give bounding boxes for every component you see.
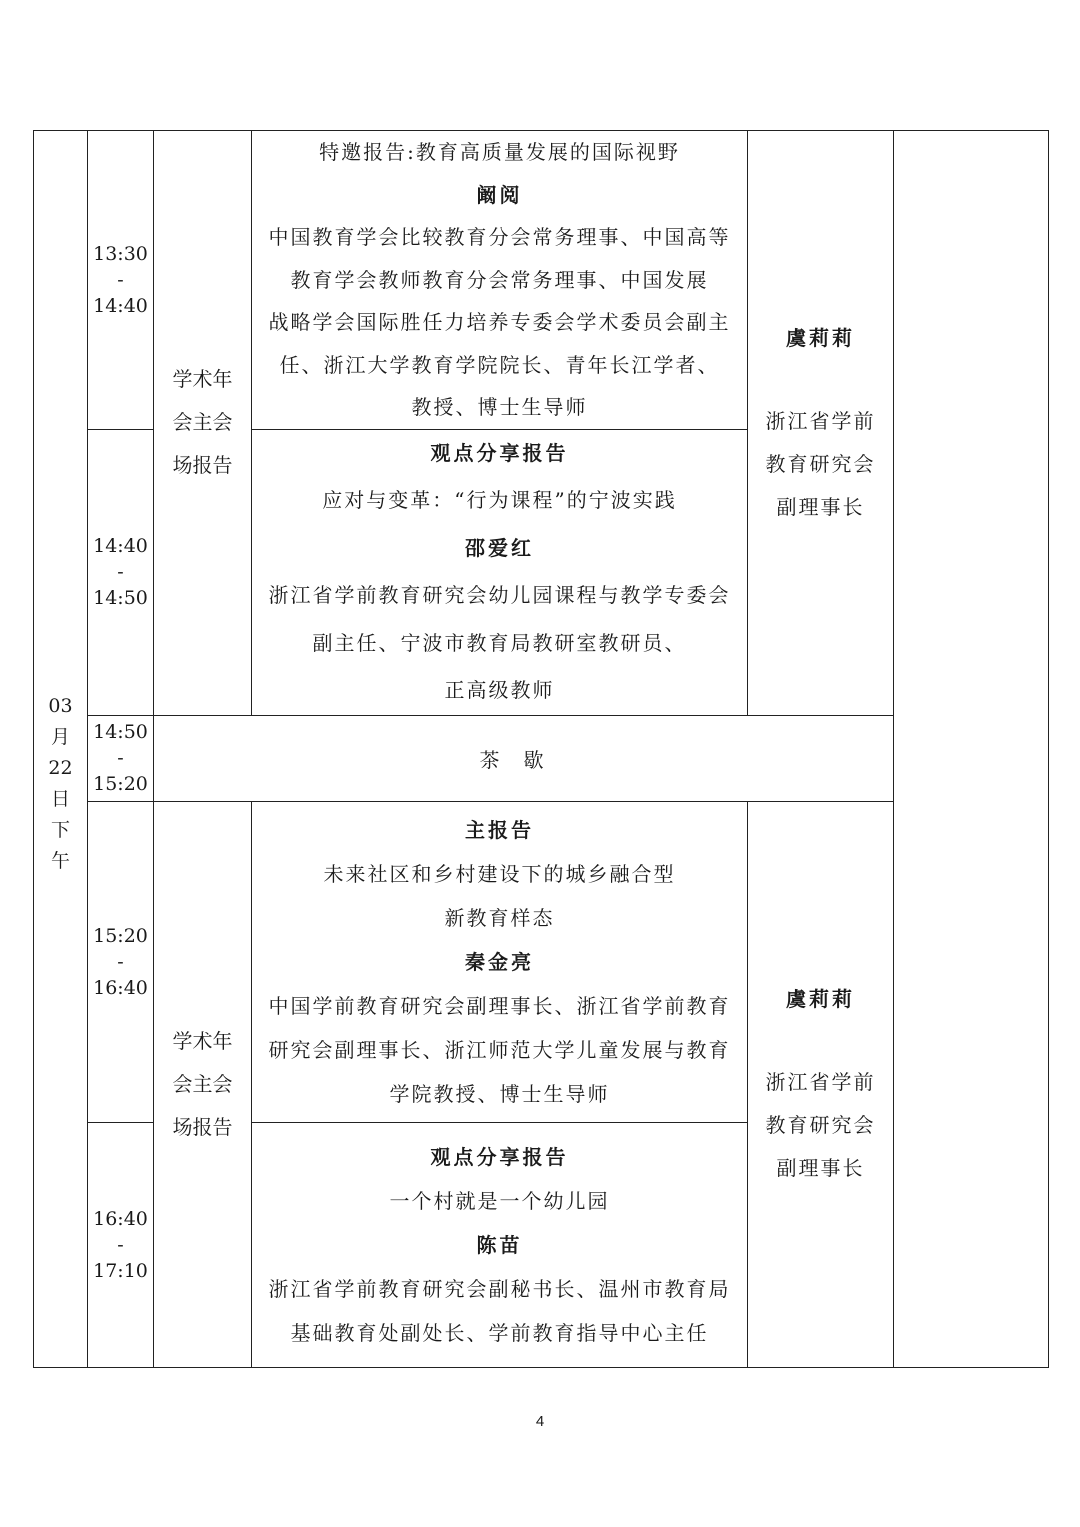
speaker-bio-line: 教授、博士生导师 (411, 395, 588, 419)
time-end: 14:50 (93, 587, 148, 609)
time-cell (88, 715, 154, 801)
venue-line: 场报告 (172, 1114, 233, 1139)
date-char: 03 (48, 694, 73, 717)
report-title: 观点分享报告 (430, 1144, 569, 1169)
date-char: 月 (50, 725, 70, 748)
venue-line: 会主会 (172, 1071, 233, 1096)
report-subtitle: 一个村就是一个幼儿园 (389, 1188, 610, 1213)
time-start: 16:40 (93, 1207, 148, 1230)
time-dash: - (117, 561, 124, 583)
empty-cell (894, 131, 1049, 1368)
date-char: 22 (48, 756, 73, 779)
host-cell (748, 131, 894, 716)
report-title: 观点分享报告 (430, 440, 569, 465)
host-name: 虞莉莉 (786, 325, 855, 350)
report-content (252, 429, 748, 715)
speaker-bio-line: 任、浙江大学教育学院院长、青年长江学者、 (279, 352, 720, 377)
host-title-line: 副理事长 (776, 494, 865, 519)
time-start: 13:30 (93, 242, 148, 265)
speaker-name: 陈苗 (476, 1232, 523, 1257)
report-content (252, 1122, 748, 1367)
schedule-table (33, 130, 1049, 1368)
speaker-bio-line: 教育学会教师教育分会常务理事、中国发展 (290, 267, 709, 292)
speaker-bio-line: 浙江省学前教育研究会幼儿园课程与教学专委会 (268, 583, 731, 607)
report-subtitle: 未来社区和乡村建设下的城乡融合型 (323, 861, 676, 886)
time-dash: - (117, 950, 124, 973)
venue-line: 场报告 (172, 453, 233, 478)
report-subtitle: 应对与变革：“行为课程”的宁波实践 (322, 488, 677, 512)
host-title-line: 教育研究会 (765, 1113, 876, 1137)
time-start: 14:40 (93, 535, 148, 557)
date-cell (34, 131, 88, 1368)
report-content (252, 801, 748, 1122)
speaker-bio-line: 浙江省学前教育研究会副秘书长、温州市教育局 (268, 1276, 731, 1301)
time-end: 16:40 (93, 976, 148, 999)
session-row (34, 131, 1049, 430)
time-dash: - (117, 747, 124, 769)
speaker-bio-line: 副主任、宁波市教育局教研室教研员、 (312, 630, 687, 655)
date-char: 午 (50, 849, 70, 872)
report-subtitle: 新教育样态 (444, 905, 555, 930)
speaker-bio-line: 中国学前教育研究会副理事长、浙江省学前教育 (268, 993, 731, 1018)
time-end: 15:20 (93, 773, 148, 795)
date-char: 日 (50, 787, 70, 810)
time-cell (88, 801, 154, 1122)
speaker-bio-line: 正高级教师 (444, 678, 555, 702)
host-title-line: 浙江省学前 (765, 408, 876, 433)
time-end: 17:10 (93, 1259, 148, 1282)
time-cell (88, 131, 154, 430)
time-dash: - (117, 1233, 124, 1256)
speaker-bio-line: 基础教育处副处长、学前教育指导中心主任 (290, 1320, 709, 1345)
speaker-bio-line: 学院教授、博士生导师 (389, 1081, 610, 1106)
page-number: 4 (535, 1413, 545, 1430)
speaker-bio-line: 中国教育学会比较教育分会常务理事、中国高等 (268, 225, 731, 249)
tea-break-label: 茶歇 (479, 747, 568, 772)
date-char: 下 (50, 818, 70, 841)
speaker-bio-line: 战略学会国际胜任力培养专委会学术委员会副主 (268, 310, 731, 334)
host-cell (748, 801, 894, 1367)
host-title-line: 副理事长 (776, 1156, 865, 1180)
speaker-name: 邵爱红 (465, 535, 534, 560)
tea-break (154, 715, 894, 801)
time-cell (88, 429, 154, 715)
host-title-line: 浙江省学前 (765, 1070, 876, 1094)
venue-cell (154, 801, 252, 1367)
time-dash: - (117, 268, 124, 291)
host-title-line: 教育研究会 (765, 451, 876, 476)
time-start: 15:20 (93, 924, 148, 947)
speaker-name: 阚阅 (476, 182, 523, 207)
report-content (252, 131, 748, 430)
host-name: 虞莉莉 (786, 987, 855, 1011)
time-end: 14:40 (93, 294, 148, 317)
time-cell (88, 1122, 154, 1367)
report-title: 主报告 (465, 817, 534, 842)
venue-cell (154, 131, 252, 716)
speaker-bio-line: 研究会副理事长、浙江师范大学儿童发展与教育 (268, 1037, 731, 1062)
venue-line: 会主会 (172, 410, 233, 435)
report-title: 特邀报告:教育高质量发展的国际视野 (319, 140, 680, 164)
time-start: 14:50 (93, 721, 148, 743)
venue-line: 学术年 (172, 367, 233, 392)
venue-line: 学术年 (172, 1028, 233, 1053)
speaker-name: 秦金亮 (465, 949, 534, 974)
